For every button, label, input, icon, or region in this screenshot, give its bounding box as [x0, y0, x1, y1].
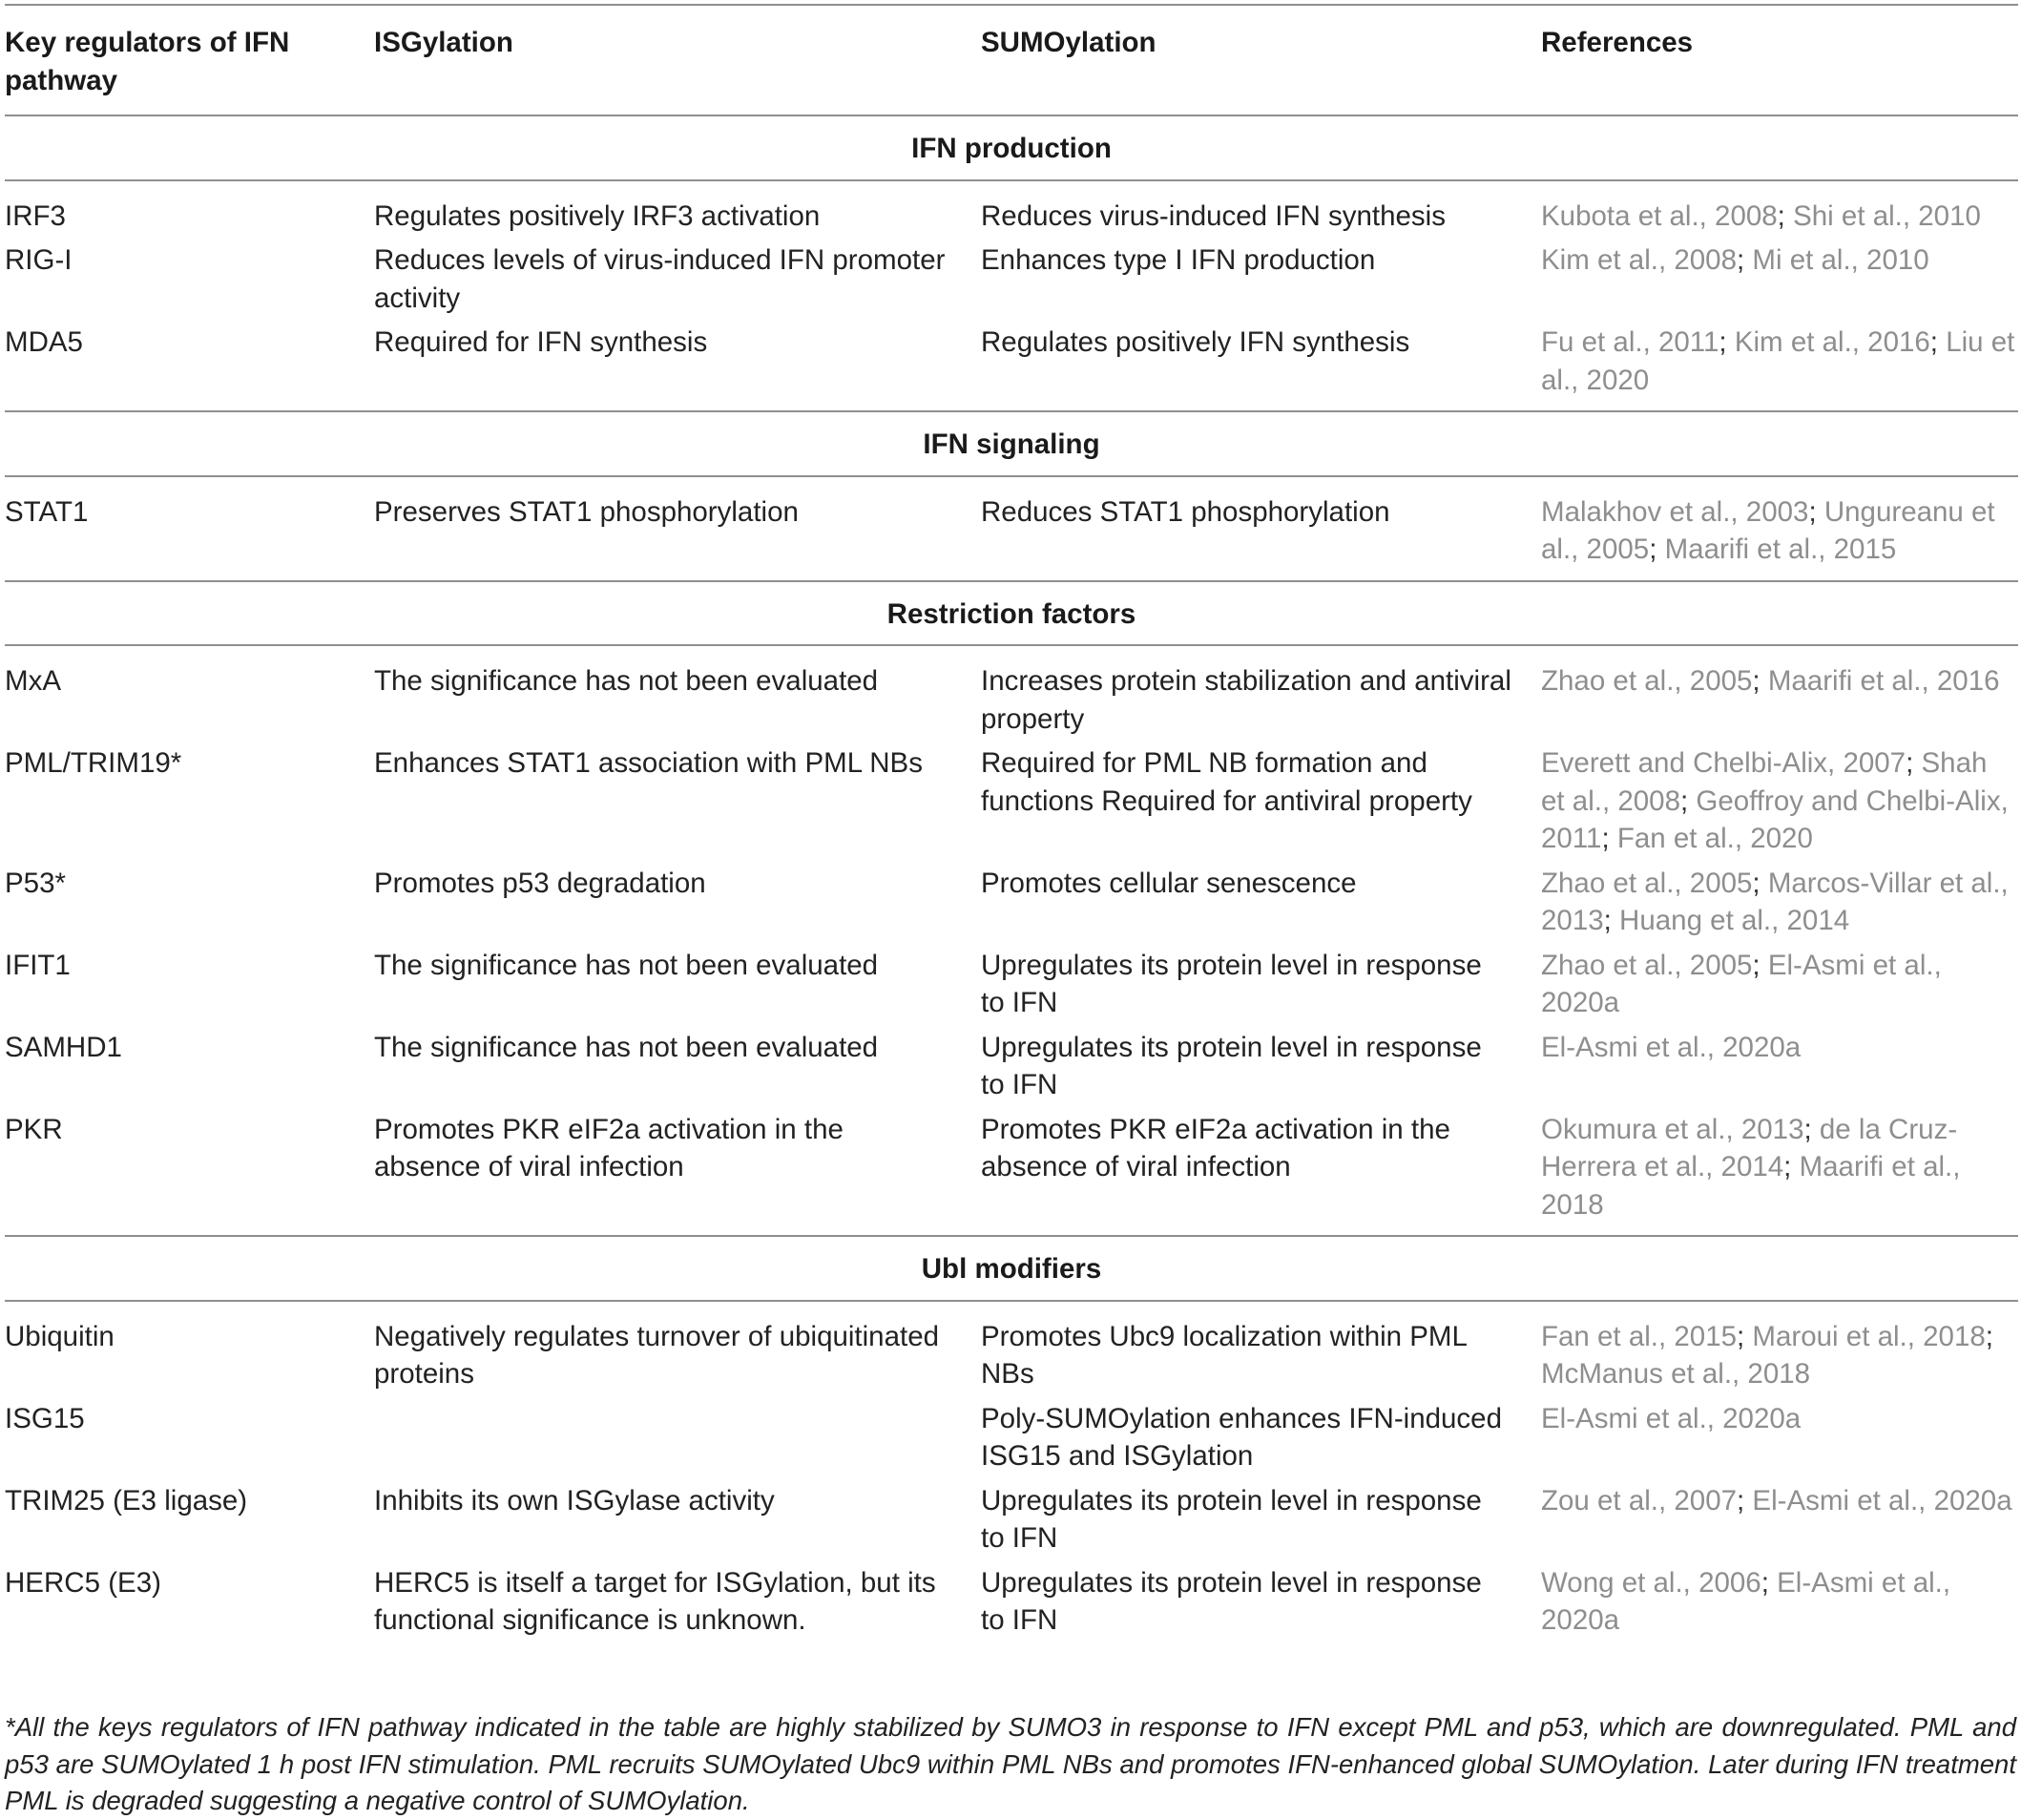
- reference-link[interactable]: El-Asmi et al., 2020a: [1541, 1031, 1802, 1063]
- table-header-row: [5, 5, 2018, 115]
- regulator-cell: MxA: [5, 665, 61, 697]
- regulator-cell: P53*: [5, 867, 66, 899]
- reference-link[interactable]: El-Asmi et al., 2020a: [1541, 949, 1942, 1018]
- isgylation-cell: Reduces levels of virus-induced IFN promoter activity: [374, 244, 946, 314]
- reference-separator: ;: [1603, 905, 1620, 936]
- references-cell: [1541, 1025, 2018, 1107]
- table-row: [5, 1301, 2018, 1396]
- sumoylation-cell: Enhances type I IFN production: [981, 244, 1376, 276]
- section-row: [5, 115, 2018, 180]
- regulators-table: [5, 4, 2018, 1651]
- regulator-cell: STAT1: [5, 495, 89, 528]
- isgylation-cell: Enhances STAT1 association with PML NBs: [374, 747, 923, 779]
- isgylation-cell: Negatively regulates turnover of ubiquitinated proteins: [374, 1320, 940, 1390]
- reference-link[interactable]: Ungureanu et al., 2005: [1541, 495, 1995, 565]
- reference-link[interactable]: Kim et al., 2008: [1541, 244, 1737, 276]
- references-cell: [1541, 645, 2018, 741]
- regulator-cell: RIG-I: [5, 244, 73, 276]
- reference-link[interactable]: El-Asmi et al., 2020a: [1541, 1566, 1951, 1636]
- reference-link[interactable]: Malakhov et al., 2003: [1541, 495, 1809, 528]
- isgylation-cell: The significance has not been evaluated: [374, 1031, 879, 1063]
- section-title: IFN signaling: [5, 411, 2018, 476]
- reference-separator: ;: [1803, 1113, 1820, 1145]
- sumoylation-cell: Increases protein stabilization and antiviral property: [981, 665, 1511, 735]
- isgylation-cell: Inhibits its own ISGylase activity: [374, 1484, 775, 1517]
- sumoylation-cell: Required for PML NB formation and functions Required for antiviral property: [981, 747, 1472, 817]
- references-cell: [1541, 180, 2018, 239]
- isgylation-cell: The significance has not been evaluated: [374, 665, 879, 697]
- reference-link[interactable]: Okumura et al., 2013: [1541, 1113, 1804, 1145]
- references-cell: [1541, 476, 2018, 580]
- references-cell: [1541, 1107, 2018, 1236]
- reference-separator: ;: [1737, 1320, 1753, 1352]
- sumoylation-cell: Upregulates its protein level in response to IFN: [981, 1566, 1482, 1636]
- regulator-cell: MDA5: [5, 326, 83, 358]
- regulator-cell: ISG15: [5, 1402, 85, 1434]
- reference-link[interactable]: Fu et al., 2011: [1541, 326, 1719, 358]
- section-title: Restriction factors: [5, 581, 2018, 646]
- table-row: [5, 238, 2018, 320]
- reference-link[interactable]: Marcos-Villar et al., 2013: [1541, 867, 2009, 936]
- header-isgylation: ISGylation: [374, 27, 513, 58]
- table-row: [5, 1560, 2018, 1651]
- sumoylation-cell: Promotes cellular senescence: [981, 867, 1357, 899]
- isgylation-cell: Required for IFN synthesis: [374, 326, 708, 358]
- sumoylation-cell: Upregulates its protein level in response to IFN: [981, 949, 1482, 1018]
- table-row: [5, 943, 2018, 1025]
- reference-link[interactable]: de la Cruz-Herrera et al., 2014: [1541, 1113, 1958, 1182]
- section-title: Ubl modifiers: [5, 1236, 2018, 1301]
- reference-separator: ;: [1783, 1151, 1800, 1182]
- reference-separator: ;: [1649, 533, 1665, 565]
- table-row: [5, 861, 2018, 943]
- reference-separator: ;: [1752, 867, 1768, 899]
- header-references: References: [1541, 27, 1694, 58]
- reference-link[interactable]: Zhao et al., 2005: [1541, 949, 1753, 981]
- reference-separator: ;: [1929, 326, 1947, 358]
- table-row: [5, 1478, 2018, 1560]
- table-row: [5, 645, 2018, 741]
- reference-link[interactable]: Liu et al., 2020: [1541, 326, 2015, 396]
- reference-link[interactable]: Zou et al., 2007: [1541, 1484, 1738, 1517]
- reference-separator: ;: [1601, 823, 1617, 854]
- table-row: [5, 741, 2018, 861]
- table-row: [5, 1396, 2018, 1478]
- sumoylation-cell: Upregulates its protein level in response to IFN: [981, 1031, 1482, 1100]
- reference-separator: ;: [1761, 1566, 1778, 1599]
- sumoylation-cell: Upregulates its protein level in response to IFN: [981, 1484, 1482, 1554]
- reference-link[interactable]: Maarifi et al., 2018: [1541, 1151, 1961, 1221]
- sumoylation-cell: Reduces STAT1 phosphorylation: [981, 495, 1390, 528]
- table-row: [5, 1025, 2018, 1107]
- reference-separator: ;: [1752, 949, 1768, 981]
- regulator-cell: TRIM25 (E3 ligase): [5, 1484, 248, 1517]
- references-cell: [1541, 320, 2018, 410]
- isgylation-cell: [374, 1396, 981, 1478]
- isgylation-cell: Preserves STAT1 phosphorylation: [374, 495, 799, 528]
- regulator-cell: PML/TRIM19*: [5, 747, 182, 779]
- reference-link[interactable]: Kim et al., 2016: [1734, 326, 1930, 358]
- references-cell: [1541, 1478, 2018, 1560]
- reference-separator: ;: [1679, 784, 1697, 817]
- reference-separator: ;: [1719, 326, 1735, 358]
- reference-link[interactable]: Kubota et al., 2008: [1541, 199, 1778, 232]
- regulator-cell: HERC5 (E3): [5, 1566, 161, 1599]
- reference-separator: ;: [1777, 199, 1794, 232]
- section-row: [5, 411, 2018, 476]
- reference-link[interactable]: Zhao et al., 2005: [1541, 665, 1753, 697]
- isgylation-cell: Regulates positively IRF3 activation: [374, 199, 821, 232]
- section-row: [5, 1236, 2018, 1301]
- isgylation-cell: HERC5 is itself a target for ISGylation, but its functional significance is unknown.: [374, 1566, 936, 1636]
- reference-link[interactable]: Maarifi et al., 2015: [1664, 533, 1897, 565]
- regulator-cell: IFIT1: [5, 949, 71, 981]
- reference-link[interactable]: Wong et al., 2006: [1541, 1566, 1761, 1599]
- table-row: [5, 320, 2018, 410]
- regulator-cell: SAMHD1: [5, 1031, 122, 1063]
- references-cell: [1541, 1396, 2018, 1478]
- reference-link[interactable]: Mi et al., 2010: [1752, 244, 1929, 276]
- reference-separator: ;: [1808, 495, 1824, 528]
- reference-link[interactable]: Zhao et al., 2005: [1541, 867, 1753, 899]
- header-key-regulators: Key regulators of IFN pathway: [5, 27, 290, 96]
- reference-link[interactable]: El-Asmi et al., 2020a: [1752, 1484, 2012, 1517]
- reference-link[interactable]: Fan et al., 2015: [1541, 1320, 1738, 1352]
- reference-link[interactable]: Shi et al., 2010: [1793, 199, 1981, 232]
- sumoylation-cell: Reduces virus-induced IFN synthesis: [981, 199, 1446, 232]
- section-title: IFN production: [5, 115, 2018, 180]
- isgylation-cell: The significance has not been evaluated: [374, 949, 879, 981]
- sumoylation-cell: Poly-SUMOylation enhances IFN-induced ISG15 and ISGylation: [981, 1402, 1502, 1472]
- regulator-cell: IRF3: [5, 199, 66, 232]
- reference-separator: ;: [1736, 244, 1753, 276]
- table-row: [5, 1107, 2018, 1236]
- reference-link[interactable]: Huang et al., 2014: [1619, 905, 1850, 936]
- references-cell: [1541, 741, 2018, 861]
- reference-separator: ;: [1906, 747, 1922, 779]
- isgylation-cell: Promotes PKR eIF2a activation in the absence of viral infection: [374, 1113, 844, 1182]
- reference-separator: ;: [1985, 1320, 1993, 1352]
- regulator-cell: PKR: [5, 1113, 63, 1145]
- reference-link[interactable]: Geoffroy and Chelbi-Alix, 2011: [1541, 784, 2009, 854]
- reference-link[interactable]: McManus et al., 2018: [1541, 1358, 1811, 1390]
- references-cell: [1541, 238, 2018, 320]
- table-row: [5, 476, 2018, 580]
- reference-link[interactable]: El-Asmi et al., 2020a: [1541, 1402, 1802, 1434]
- references-cell: [1541, 861, 2018, 943]
- reference-separator: ;: [1752, 665, 1768, 697]
- reference-link[interactable]: Maroui et al., 2018: [1752, 1320, 1986, 1352]
- table-row: [5, 180, 2018, 239]
- reference-link[interactable]: Fan et al., 2020: [1616, 823, 1813, 854]
- reference-link[interactable]: Shah et al., 2008: [1541, 747, 1988, 817]
- section-row: [5, 581, 2018, 646]
- references-cell: [1541, 943, 2018, 1025]
- sumoylation-cell: Regulates positively IFN synthesis: [981, 326, 1410, 358]
- reference-separator: ;: [1737, 1484, 1753, 1517]
- header-sumoylation: SUMOylation: [981, 27, 1156, 58]
- reference-link[interactable]: Maarifi et al., 2016: [1767, 665, 2000, 697]
- sumoylation-cell: Promotes Ubc9 localization within PML NBs: [981, 1320, 1467, 1390]
- table-footnote: *All the keys regulators of IFN pathway indicated in the table are highly stabilized by SUMO3 in response to IFN except PML and p53, which are downregulated. PML and p53 are SUMOylated 1 h post IFN stimulation. PML recruits SUMOylated Ubc9 within PML NBs and promotes IFN-enhanced global SUMOylation. Later during IFN treatment PML is degraded suggesting a negative control of SUMOylation.: [5, 1712, 2016, 1815]
- references-cell: [1541, 1301, 2018, 1396]
- table-body: [5, 115, 2018, 1651]
- isgylation-cell: Promotes p53 degradation: [374, 867, 706, 899]
- reference-link[interactable]: Everett and Chelbi-Alix, 2007: [1541, 747, 1906, 779]
- regulator-cell: Ubiquitin: [5, 1320, 115, 1352]
- references-cell: [1541, 1560, 2018, 1651]
- sumoylation-cell: Promotes PKR eIF2a activation in the absence of viral infection: [981, 1113, 1450, 1182]
